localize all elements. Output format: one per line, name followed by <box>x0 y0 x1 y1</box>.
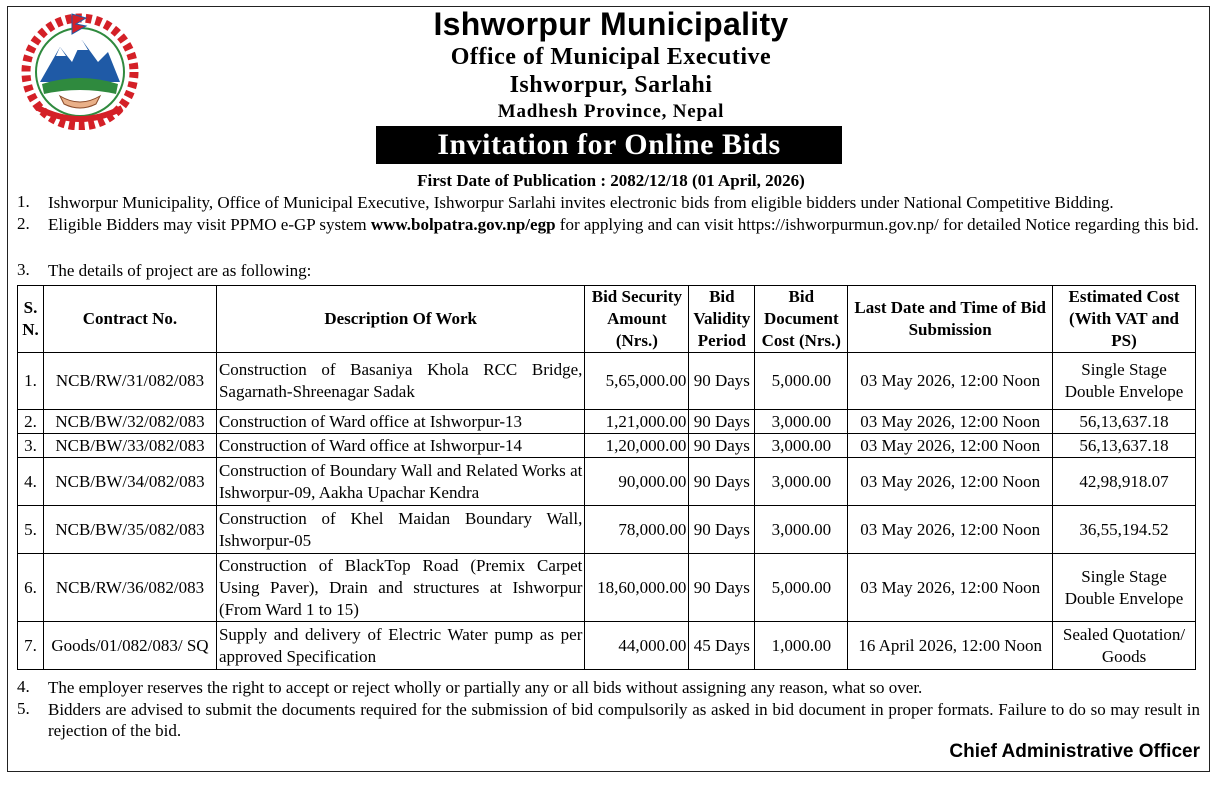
cell-description: Supply and delivery of Electric Water pump as per approved Specification <box>216 622 584 670</box>
header-validity: Bid Validity Period <box>689 286 755 353</box>
item-number: 1. <box>17 192 30 211</box>
header-contract: Contract No. <box>43 286 216 353</box>
cell-description: Construction of Khel Maidan Boundary Wall, Ishworpur-05 <box>216 506 584 554</box>
cell-deadline: 03 May 2026, 12:00 Noon <box>848 554 1053 622</box>
cell-estimate: 36,55,194.52 <box>1053 506 1196 554</box>
cell-estimate: 42,98,918.07 <box>1053 458 1196 506</box>
cell-deadline: 03 May 2026, 12:00 Noon <box>848 410 1053 434</box>
cell-contract: NCB/BW/35/082/083 <box>43 506 216 554</box>
cell-doc-cost: 5,000.00 <box>755 353 848 410</box>
bids-table <box>17 285 1196 670</box>
cell-description: Construction of BlackTop Road (Premix Carpet Using Paver), Drain and structures at Ishworpur (From Ward 1 to 15) <box>216 554 584 622</box>
signature: Chief Administrative Officer <box>949 741 1200 762</box>
item-text: The employer reserves the right to accept or reject wholly or partially any or all bids without assigning any reason, what so over. <box>48 678 923 697</box>
table-header-row <box>18 286 1196 353</box>
cell-estimate: Single Stage Double Envelope <box>1053 353 1196 410</box>
cell-estimate: 56,13,637.18 <box>1053 434 1196 458</box>
header-doc-cost: Bid Document Cost (Nrs.) <box>755 286 848 353</box>
cell-sn: 3. <box>18 434 44 458</box>
header-sn: S. N. <box>18 286 44 353</box>
cell-contract: NCB/BW/34/082/083 <box>43 458 216 506</box>
table-row <box>18 458 1196 506</box>
cell-doc-cost: 3,000.00 <box>755 410 848 434</box>
cell-deadline: 03 May 2026, 12:00 Noon <box>848 434 1053 458</box>
table-row <box>18 434 1196 458</box>
cell-security: 90,000.00 <box>585 458 689 506</box>
cell-security: 5,65,000.00 <box>585 353 689 410</box>
item-text <box>48 214 1200 235</box>
cell-description: Construction of Ward office at Ishworpur-14 <box>216 434 584 458</box>
cell-doc-cost: 5,000.00 <box>755 554 848 622</box>
cell-security: 18,60,000.00 <box>585 554 689 622</box>
cell-sn: 7. <box>18 622 44 670</box>
cell-validity: 90 Days <box>689 458 755 506</box>
cell-description: Construction of Boundary Wall and Related Works at Ishworpur-09, Aakha Upachar Kendra <box>216 458 584 506</box>
table-row <box>18 506 1196 554</box>
table-row <box>18 622 1196 670</box>
publication-date: First Date of Publication : 2082/12/18 (01 April, 2026) <box>417 171 805 190</box>
cell-deadline: 03 May 2026, 12:00 Noon <box>848 506 1053 554</box>
cell-estimate: Sealed Quotation/ Goods <box>1053 622 1196 670</box>
cell-doc-cost: 1,000.00 <box>755 622 848 670</box>
cell-description: Construction of Ward office at Ishworpur-13 <box>216 410 584 434</box>
item-text: Ishworpur Municipality, Office of Municipal Executive, Ishworpur Sarlahi invites electronic bids from eligible bidders under National Competitive Bidding. <box>48 193 1114 212</box>
cell-validity: 45 Days <box>689 622 755 670</box>
item-number: 4. <box>17 677 30 696</box>
cell-contract: NCB/BW/32/082/083 <box>43 410 216 434</box>
cell-security: 78,000.00 <box>585 506 689 554</box>
cell-validity: 90 Days <box>689 353 755 410</box>
cell-deadline: 03 May 2026, 12:00 Noon <box>848 458 1053 506</box>
table-row <box>18 410 1196 434</box>
item-text: The details of project are as following: <box>48 261 312 280</box>
cell-deadline: 03 May 2026, 12:00 Noon <box>848 353 1053 410</box>
cell-contract: Goods/01/082/083/ SQ <box>43 622 216 670</box>
item-number: 3. <box>17 260 30 279</box>
cell-sn: 5. <box>18 506 44 554</box>
header-description: Description Of Work <box>216 286 584 353</box>
cell-validity: 90 Days <box>689 434 755 458</box>
cell-contract: NCB/RW/31/082/083 <box>43 353 216 410</box>
cell-doc-cost: 3,000.00 <box>755 458 848 506</box>
office-location: Ishworpur, Sarlahi <box>509 72 713 98</box>
cell-sn: 6. <box>18 554 44 622</box>
cell-sn: 2. <box>18 410 44 434</box>
cell-doc-cost: 3,000.00 <box>755 434 848 458</box>
item-number: 5. <box>17 699 30 718</box>
cell-contract: NCB/BW/33/082/083 <box>43 434 216 458</box>
notice-banner: Invitation for Online Bids <box>376 126 842 164</box>
item-number: 2. <box>17 214 30 233</box>
table-row <box>18 554 1196 622</box>
item-text-part: Eligible Bidders may visit PPMO e-GP system <box>48 215 371 234</box>
header-deadline: Last Date and Time of Bid Submission <box>848 286 1053 353</box>
cell-security: 44,000.00 <box>585 622 689 670</box>
cell-security: 1,21,000.00 <box>585 410 689 434</box>
item-text: Bidders are advised to submit the documents required for the submission of bid compulsorily as asked in bid document in proper formats. Failure to do so may result in rejection of the bid. <box>48 700 1200 740</box>
cell-estimate: 56,13,637.18 <box>1053 410 1196 434</box>
cell-description: Construction of Basaniya Khola RCC Bridge, Sagarnath-Shreenagar Sadak <box>216 353 584 410</box>
egp-link[interactable]: www.bolpatra.gov.np/egp <box>370 215 556 234</box>
municipality-title: Ishworpur Municipality <box>433 6 789 42</box>
cell-sn: 4. <box>18 458 44 506</box>
cell-doc-cost: 3,000.00 <box>755 506 848 554</box>
province-name: Madhesh Province, Nepal <box>497 101 725 122</box>
cell-sn: 1. <box>18 353 44 410</box>
header-estimate: Estimated Cost (With VAT and PS) <box>1053 286 1196 353</box>
item-text-part: for applying and can visit https://ishworpurmun.gov.np/ for detailed Notice regarding this bid. <box>555 215 1199 234</box>
cell-estimate: Single Stage Double Envelope <box>1053 554 1196 622</box>
cell-deadline: 16 April 2026, 12:00 Noon <box>848 622 1053 670</box>
cell-validity: 90 Days <box>689 506 755 554</box>
table-row <box>18 353 1196 410</box>
cell-validity: 90 Days <box>689 554 755 622</box>
cell-contract: NCB/RW/36/082/083 <box>43 554 216 622</box>
office-name: Office of Municipal Executive <box>450 44 772 70</box>
cell-security: 1,20,000.00 <box>585 434 689 458</box>
cell-validity: 90 Days <box>689 410 755 434</box>
header-security: Bid Security Amount (Nrs.) <box>585 286 689 353</box>
